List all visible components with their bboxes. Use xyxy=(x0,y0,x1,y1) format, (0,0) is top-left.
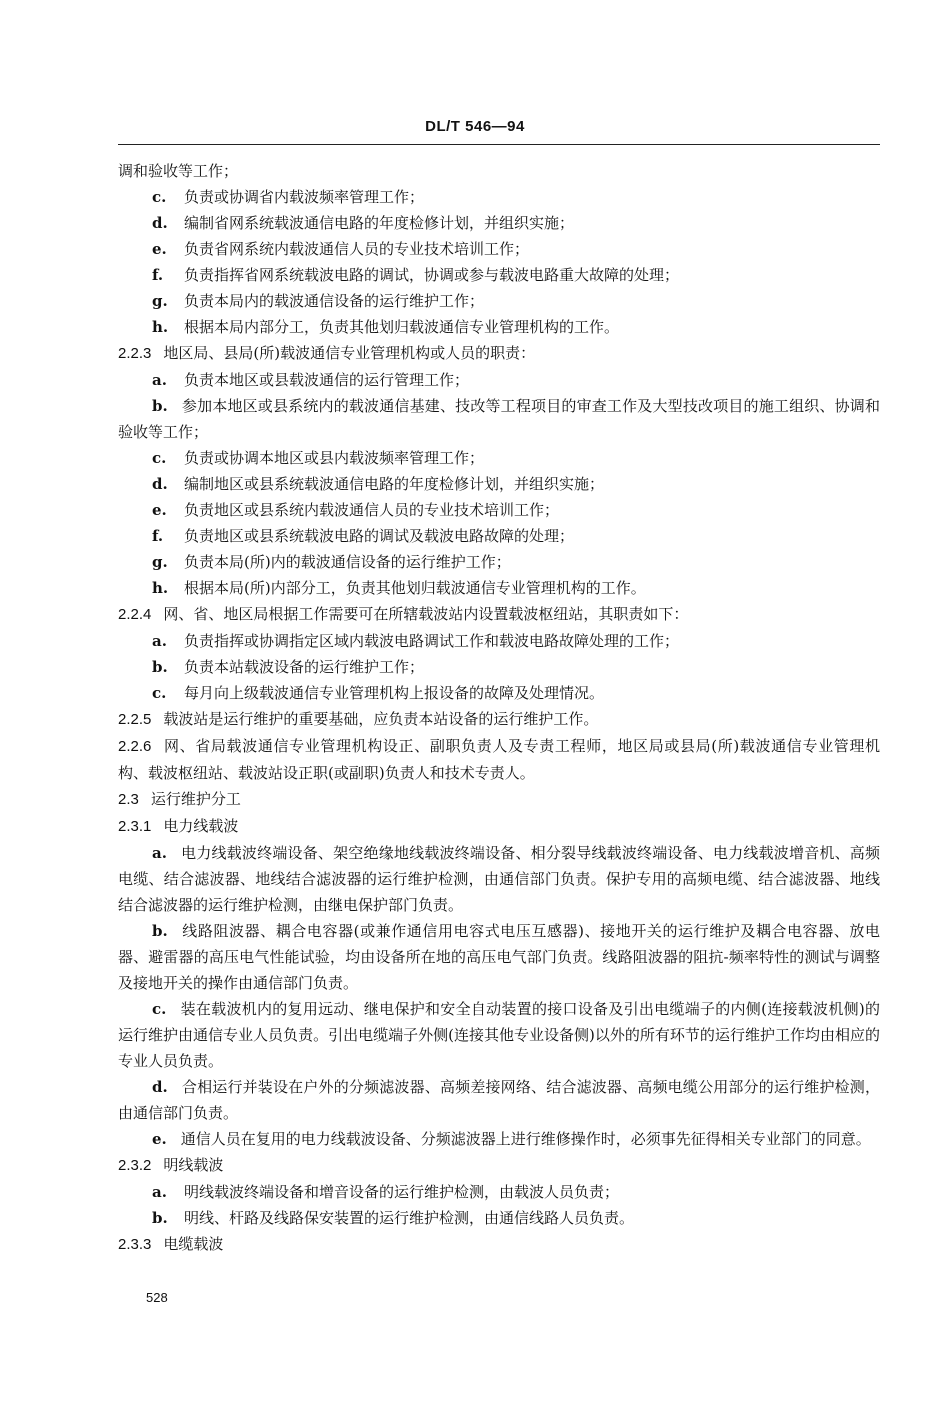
item-text: 负责或协调省内载波频率管理工作； xyxy=(184,188,425,206)
item-marker: a. xyxy=(152,371,167,389)
section-number: 2.2.6 xyxy=(118,738,152,755)
item-marker: c. xyxy=(152,1000,167,1018)
item-marker: g. xyxy=(152,553,168,571)
list-item xyxy=(118,628,880,654)
section-heading xyxy=(118,813,880,840)
item-marker: f. xyxy=(152,266,164,284)
item-text: 通信人员在复用的电力线载波设备、分频滤波器上进行维修操作时，必须事先征得相关专业部门的同意。 xyxy=(180,1130,871,1148)
item-marker: d. xyxy=(152,214,168,232)
list-paragraph xyxy=(118,840,880,918)
list-item xyxy=(118,1179,880,1205)
section-number: 2.2.3 xyxy=(118,345,152,362)
section-heading xyxy=(118,340,880,367)
section-number: 2.3 xyxy=(118,791,139,808)
item-marker: g. xyxy=(152,292,168,310)
list-paragraph xyxy=(118,1074,880,1126)
list-paragraph xyxy=(118,393,880,445)
item-text: 负责或协调本地区或县内载波频率管理工作； xyxy=(184,449,485,467)
continuation-line xyxy=(118,158,880,184)
item-marker: b. xyxy=(152,397,168,415)
item-text: 编制地区或县系统载波通信电路的年度检修计划，并组织实施； xyxy=(184,475,605,493)
section-number: 2.3.3 xyxy=(118,1236,152,1253)
item-marker: e. xyxy=(152,501,167,519)
list-item xyxy=(118,523,880,549)
list-paragraph xyxy=(118,1126,880,1152)
item-text: 合相运行并装设在户外的分频滤波器、高频差接网络、结合滤波器、高频电缆公用部分的运行维护检测，由通信部门负责。 xyxy=(118,1078,880,1122)
section-heading xyxy=(118,706,880,733)
list-item xyxy=(118,210,880,236)
section-heading xyxy=(118,1152,880,1179)
item-marker: a. xyxy=(152,632,167,650)
item-text: 负责地区或县系统载波电路的调试及载波电路故障的处理； xyxy=(184,527,575,545)
item-text: 明线载波终端设备和增音设备的运行维护检测，由载波人员负责； xyxy=(184,1183,620,1201)
item-text: 明线、杆路及线路保安装置的运行维护检测，由通信线路人员负责。 xyxy=(184,1209,635,1227)
item-marker: b. xyxy=(152,1209,168,1227)
section-text: 载波站是运行维护的重要基础，应负责本站设备的运行维护工作。 xyxy=(163,710,599,728)
item-marker: a. xyxy=(152,844,167,862)
list-item xyxy=(118,262,880,288)
item-marker: d. xyxy=(152,1078,168,1096)
list-item xyxy=(118,654,880,680)
section-text: 地区局、县局(所)载波通信专业管理机构或人员的职责： xyxy=(163,344,536,362)
item-text: 负责本局内的载波通信设备的运行维护工作； xyxy=(184,292,485,310)
item-text: 每月向上级载波通信专业管理机构上报设备的故障及处理情况。 xyxy=(184,684,605,702)
item-marker: b. xyxy=(152,922,168,940)
section-paragraph xyxy=(118,733,880,786)
item-marker: c. xyxy=(152,684,167,702)
item-marker: a. xyxy=(152,1183,167,1201)
item-text: 负责本地区或县载波通信的运行管理工作； xyxy=(184,371,470,389)
item-text: 负责地区或县系统内载波通信人员的专业技术培训工作； xyxy=(184,501,560,519)
item-text: 负责指挥或协调指定区域内载波电路调试工作和载波电路故障处理的工作； xyxy=(184,632,680,650)
item-text: 负责省网系统内载波通信人员的专业技术培训工作； xyxy=(184,240,530,258)
section-heading xyxy=(118,1231,880,1258)
item-marker: f. xyxy=(152,527,164,545)
section-heading xyxy=(118,786,880,813)
list-item xyxy=(118,1205,880,1231)
item-marker: h. xyxy=(152,318,169,336)
section-text: 明线载波 xyxy=(163,1156,224,1174)
item-marker: d. xyxy=(152,475,168,493)
section-text: 电缆载波 xyxy=(163,1235,224,1253)
item-marker: h. xyxy=(152,579,169,597)
document-header: DL/T 546—94 xyxy=(425,118,525,135)
list-item xyxy=(118,575,880,601)
section-text: 网、省、地区局根据工作需要可在所辖载波站内设置载波枢纽站，其职责如下： xyxy=(163,605,689,623)
item-marker: b. xyxy=(152,658,168,676)
section-text: 网、省局载波通信专业管理机构设正、副职负责人及专责工程师，地区局或县局(所)载波通信专业管理机构、载波枢纽站、载波站设正职(或副职)负责人和技术专责人。 xyxy=(118,737,880,782)
section-heading xyxy=(118,601,880,628)
page-number: 528 xyxy=(146,1290,168,1305)
item-text: 负责指挥省网系统载波电路的调试，协调或参与载波电路重大故障的处理； xyxy=(184,266,680,284)
item-text: 根据本局(所)内部分工，负责其他划归载波通信专业管理机构的工作。 xyxy=(184,579,646,597)
item-text: 负责本局(所)内的载波通信设备的运行维护工作； xyxy=(184,553,511,571)
list-item xyxy=(118,680,880,706)
list-item xyxy=(118,471,880,497)
item-text: 装在载波机内的复用远动、继电保护和安全自动装置的接口设备及引出电缆端子的内侧(连接载波机侧)的运行维护由通信专业人员负责。引出电缆端子外侧(连接其他专业设备侧)以外的所有环节的运行维护工作均由相应的专业人员负责。 xyxy=(118,1000,880,1070)
header-rule xyxy=(118,144,880,145)
list-item xyxy=(118,497,880,523)
list-paragraph xyxy=(118,996,880,1074)
item-marker: c. xyxy=(152,188,167,206)
section-number: 2.3.2 xyxy=(118,1157,152,1174)
item-text: 编制省网系统载波通信电路的年度检修计划，并组织实施； xyxy=(184,214,575,232)
section-number: 2.3.1 xyxy=(118,818,152,835)
line-text: 调和验收等工作； xyxy=(118,162,239,180)
item-text: 根据本局内部分工，负责其他划归载波通信专业管理机构的工作。 xyxy=(184,318,620,336)
section-text: 运行维护分工 xyxy=(150,790,241,808)
list-item xyxy=(118,184,880,210)
list-item xyxy=(118,236,880,262)
list-item xyxy=(118,288,880,314)
section-text: 电力线载波 xyxy=(163,817,239,835)
item-marker: e. xyxy=(152,240,167,258)
item-marker: c. xyxy=(152,449,167,467)
item-text: 参加本地区或县系统内的载波通信基建、技改等工程项目的审查工作及大型技改项目的施工组织、协调和验收等工作； xyxy=(118,397,880,441)
item-text: 电力线载波终端设备、架空绝缘地线载波终端设备、相分裂导线载波终端设备、电力线载波增音机、高频电缆、结合滤波器、地线结合滤波器的运行维护检测，由通信部门负责。保护专用的高频电缆、结合滤波器、地线结合滤波器的运行维护检测，由继电保护部门负责。 xyxy=(118,844,880,914)
item-text: 线路阻波器、耦合电容器(或兼作通信用电容式电压互感器)、接地开关的运行维护及耦合电容器、放电器、避雷器的高压电气性能试验，均由设备所在地的高压电气部门负责。线路阻波器的阻抗-频率特性的测试与调整及接地开关的操作由通信部门负责。 xyxy=(118,922,880,992)
document-body xyxy=(118,158,880,1258)
list-item xyxy=(118,549,880,575)
item-text: 负责本站载波设备的运行维护工作； xyxy=(184,658,425,676)
list-item xyxy=(118,314,880,340)
item-marker: e. xyxy=(152,1130,167,1148)
section-number: 2.2.5 xyxy=(118,711,152,728)
list-item xyxy=(118,445,880,471)
section-number: 2.2.4 xyxy=(118,606,152,623)
list-paragraph xyxy=(118,918,880,996)
list-item xyxy=(118,367,880,393)
